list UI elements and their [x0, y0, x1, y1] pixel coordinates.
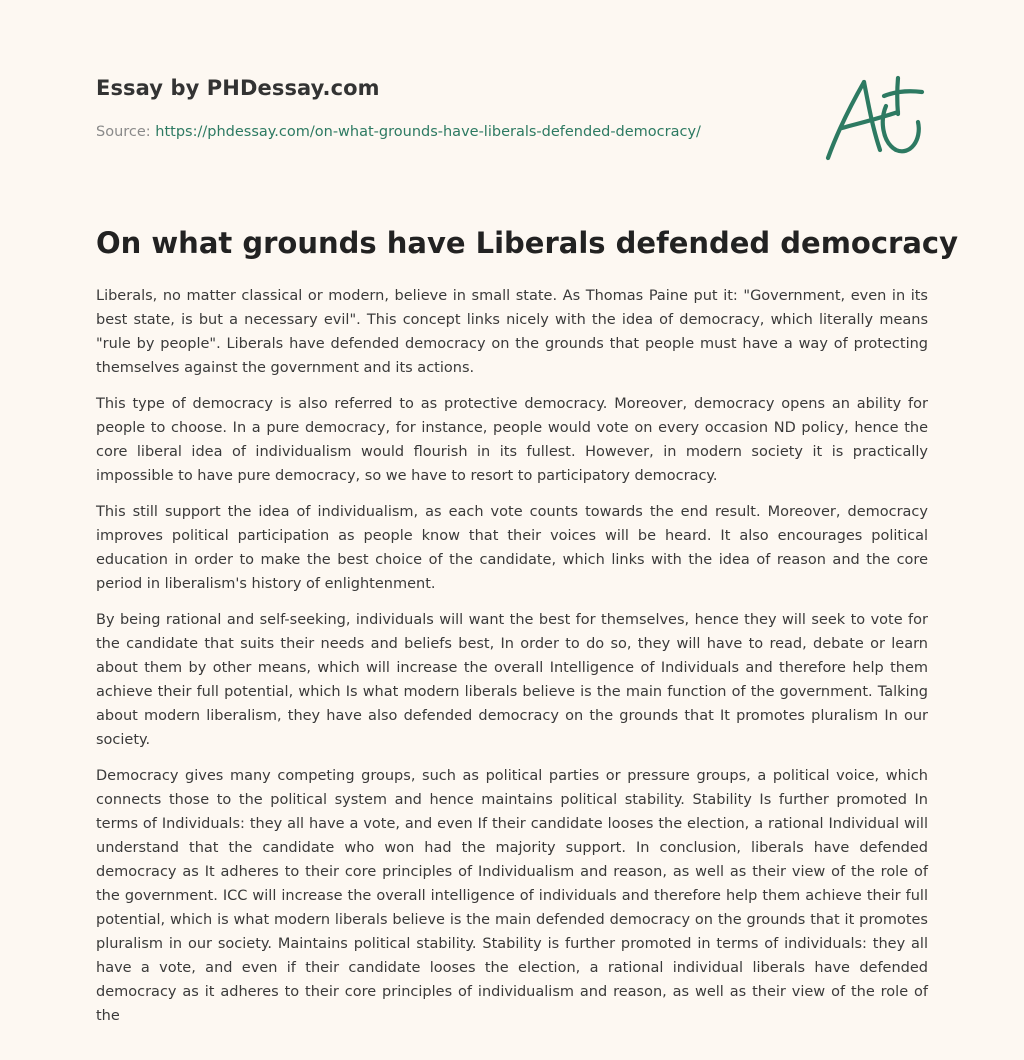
essay-paragraph: Democracy gives many competing groups, such as political parties or pressure groups, a political voice, which connects those to the political system and hence maintains political stability. Stability Is further promoted In terms of Individuals: they all have a vote, and even If their candidate looses the election, a rational Individual will understand that the candidate who won had the majority support. In conclusion, liberals have defended democracy as It adheres to their core principles of Individualism and reason, as well as their view of the role of the government. ICC will increase the overall intelligence of individuals and therefore help them achieve their full potential, which is what modern liberals believe is the main defended democracy on the grounds that it promotes pluralism in our society. Maintains political stability. Stability is further promoted in terms of individuals: they all have a vote, and even if their candidate looses the election, a rational individual liberals have defended democracy as it adheres to their core principles of individualism and reason, as well as their view of the role of the — [96, 768, 928, 1024]
source-link[interactable]: https://phdessay.com/on-what-grounds-have-liberals-defended-democracy/ — [155, 124, 701, 140]
page-title: On what grounds have Liberals defended democracy — [96, 226, 959, 260]
a-plus-logo-icon — [822, 70, 928, 164]
essay-paragraph: By being rational and self-seeking, individuals will want the best for themselves, hence they will seek to vote for the candidate that suits their needs and beliefs best, In order to do so, they will have to read, debate or learn about them by other means, which will increase the overall Intelligence of Individuals and therefore help them achieve their full potential, which Is what modern liberals believe is the main function of the government. Talking about modern liberalism, they have also defended democracy on the grounds that It promotes pluralism In our society. — [96, 612, 928, 748]
source-line — [96, 124, 701, 140]
essay-body — [96, 284, 928, 1040]
essay-paragraph: Liberals, no matter classical or modern, believe in small state. As Thomas Paine put it: "Government, even in its best state, is but a necessary evil". This concept links nicely with the idea of democracy, which literally means "rule by people". Liberals have defended democracy on the grounds that people must have a way of protecting themselves against the government and its actions. — [96, 288, 928, 376]
essay-paragraph: This still support the idea of individualism, as each vote counts towards the end result. Moreover, democracy improves political participation as people know that their voices will be heard. It also encourages political education in order to make the best choice of the candidate, which links with the idea of reason and the core period in liberalism's history of enlightenment. — [96, 504, 928, 592]
essay-paragraph: This type of democracy is also referred to as protective democracy. Moreover, democracy opens an ability for people to choose. In a pure democracy, for instance, people would vote on every occasion ND policy, hence the core liberal idea of individualism would flourish in its fullest. However, in modern society it is practically impossible to have pure democracy, so we have to resort to participatory democracy. — [96, 396, 928, 484]
site-title: Essay by PHDessay.com — [96, 76, 380, 100]
source-label: Source: — [96, 124, 151, 140]
